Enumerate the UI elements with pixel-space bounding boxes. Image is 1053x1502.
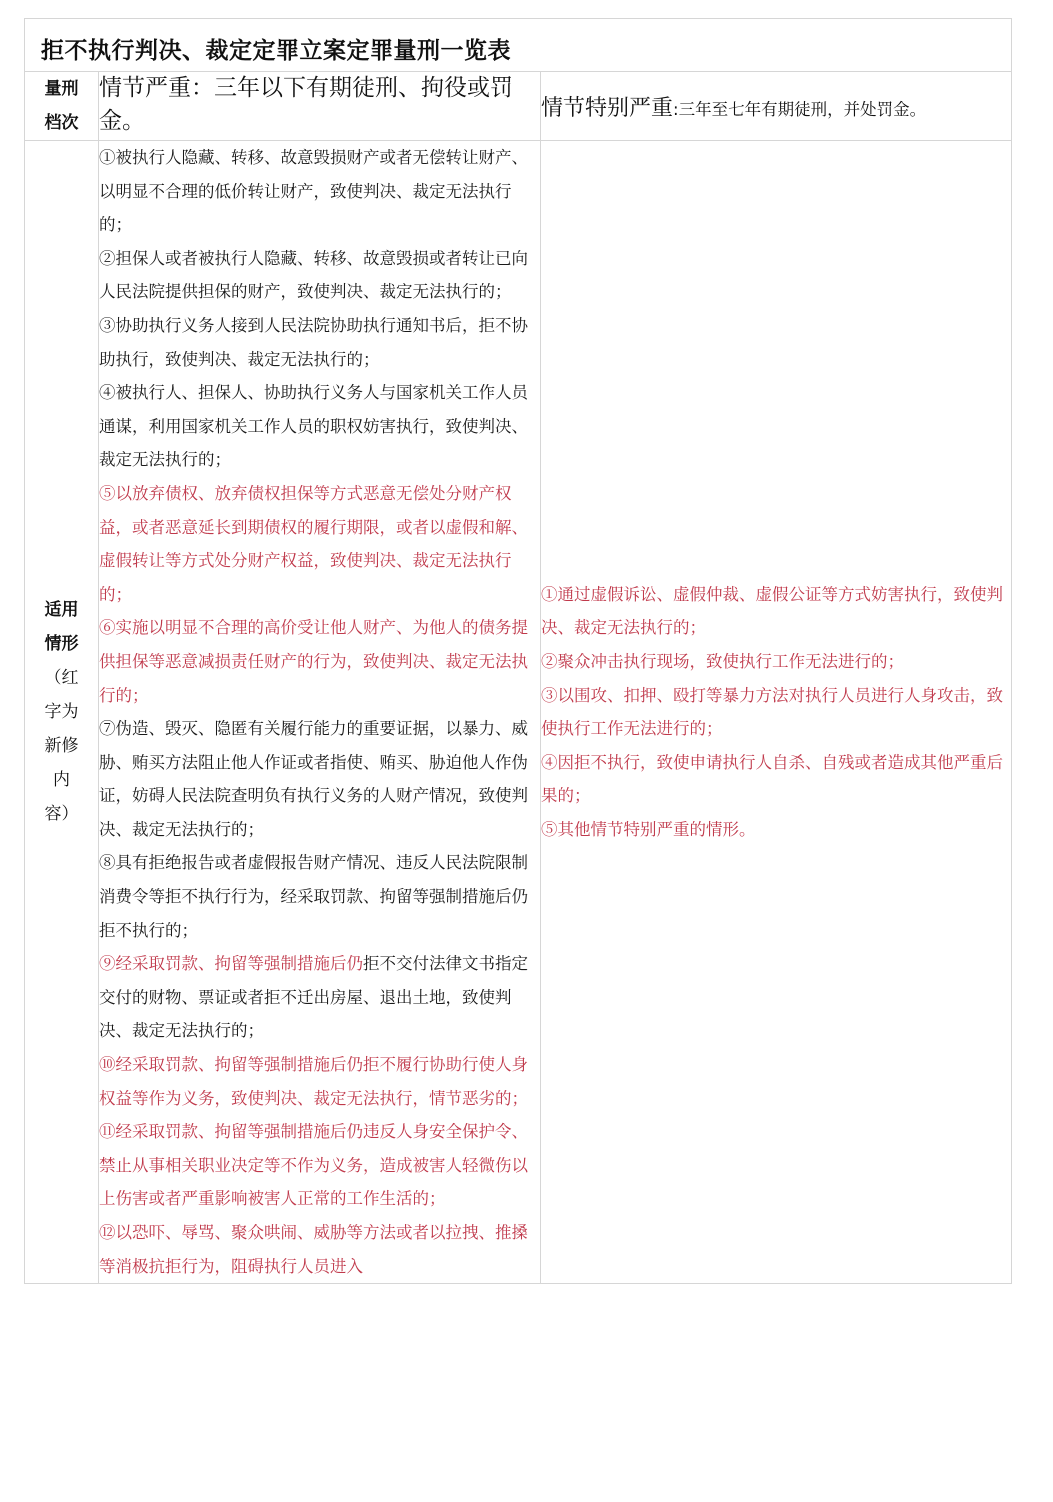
serious-item-12: ⑫以恐吓、辱骂、聚众哄闹、威胁等方法或者以拉拽、推搡等消极抗拒行为，阻碍执行人员进入: [99, 1223, 528, 1276]
tier-serious-cell: [99, 72, 541, 141]
serious-item-9: [99, 947, 540, 1048]
serious-item-9-red-part: ⑨经采取罚款、拘留等强制措施后仍: [99, 954, 363, 974]
tier-row: [25, 72, 1012, 141]
serious-item-4: ④被执行人、担保人、协助执行义务人与国家机关工作人员通谋，利用国家机关工作人员的职权妨害执行，致使判决、裁定无法执行的；: [99, 383, 528, 470]
serious-item-11: ⑪经采取罚款、拘留等强制措施后仍违反人身安全保护令、禁止从事相关职业决定等不作为义务，造成被害人轻微伤以上伤害或者严重影响被害人正常的工作生活的；: [99, 1122, 528, 1209]
serious-item-9-rest: 拒不交付法律文书指定交付的财物、票证或者拒不迁出房屋、退出土地，致使判决、裁定无法执行的；: [99, 954, 528, 1041]
tier-label-line2: 档次: [44, 113, 79, 133]
tier-very-serious-cell: [541, 72, 1012, 141]
very-serious-item-2: ②聚众冲击执行现场，致使执行工作无法进行的；: [541, 651, 904, 671]
red-text-note: （红字为新修内容）: [44, 668, 79, 825]
applicable-label-line2: 情形: [44, 634, 79, 655]
serious-item-5: ⑤以放弃债权、放弃债权担保等方式恶意无偿处分财产权益，或者恶意延长到期债权的履行期限，或者以虚假和解、虚假转让等方式处分财产权益，致使判决、裁定无法执行的；: [99, 483, 528, 604]
tier-label-line1: 量刑: [44, 79, 79, 99]
serious-circumstances-cell: [99, 141, 541, 1284]
tier-very-serious-name: 情节特别严重: [541, 95, 674, 121]
applicable-label-line1: 适用: [44, 600, 79, 621]
serious-item-8: ⑧具有拒绝报告或者虚假报告财产情况、违反人民法院限制消费令等拒不执行行为，经采取罚款、拘留等强制措施后仍拒不执行的；: [99, 853, 528, 940]
tier-label-cell: [25, 72, 99, 141]
serious-item-10: ⑩经采取罚款、拘留等强制措施后仍拒不履行协助行使人身权益等作为义务，致使判决、裁定无法执行，情节恶劣的；: [99, 1055, 528, 1108]
applicable-label-cell: [25, 141, 99, 1284]
sentencing-table: [24, 18, 1012, 1284]
very-serious-item-5: ⑤其他情节特别严重的情形。: [541, 819, 756, 839]
document-page: [24, 18, 1011, 1483]
very-serious-item-4: ④因拒不执行，致使申请执行人自杀、自残或者造成其他严重后果的；: [541, 752, 1003, 806]
circumstances-row: [25, 141, 1012, 1284]
very-serious-item-1: ①通过虚假诉讼、虚假仲裁、虚假公证等方式妨害执行，致使判决、裁定无法执行的；: [541, 584, 1003, 638]
serious-item-1: ①被执行人隐藏、转移、故意毁损财产或者无偿转让财产、以明显不合理的低价转让财产，致使判决、裁定无法执行的；: [99, 148, 528, 235]
serious-item-3: ③协助执行义务人接到人民法院协助执行通知书后，拒不协助执行，致使判决、裁定无法执行的；: [99, 315, 528, 369]
title-row: [25, 19, 1012, 72]
very-serious-circumstances-cell: [541, 141, 1012, 1284]
serious-item-6: ⑥实施以明显不合理的高价受让他人财产、为他人的债务提供担保等恶意减损责任财产的行为，致使判决、裁定无法执行的；: [99, 618, 528, 705]
title-cell: [25, 19, 1012, 72]
document-title: 拒不执行判决、裁定定罪立案定罪量刑一览表: [41, 38, 511, 64]
serious-item-2: ②担保人或者被执行人隐藏、转移、故意毁损或者转让已向人民法院提供担保的财产，致使判决、裁定无法执行的；: [99, 248, 528, 302]
very-serious-item-3: ③以围攻、扣押、殴打等暴力方法对执行人员进行人身攻击，致使执行工作无法进行的；: [541, 685, 1003, 739]
serious-item-7: ⑦伪造、毁灭、隐匿有关履行能力的重要证据，以暴力、威胁、贿买方法阻止他人作证或者指使、贿买、胁迫他人作伪证，妨碍人民法院查明负有执行义务的人财产情况，致使判决、裁定无法执行的；: [99, 719, 528, 839]
tier-very-serious-desc: :三年至七年有期徒刑，并处罚金。: [673, 99, 927, 119]
tier-serious-text: 情节严重：三年以下有期徒刑、拘役或罚金。: [99, 75, 513, 134]
